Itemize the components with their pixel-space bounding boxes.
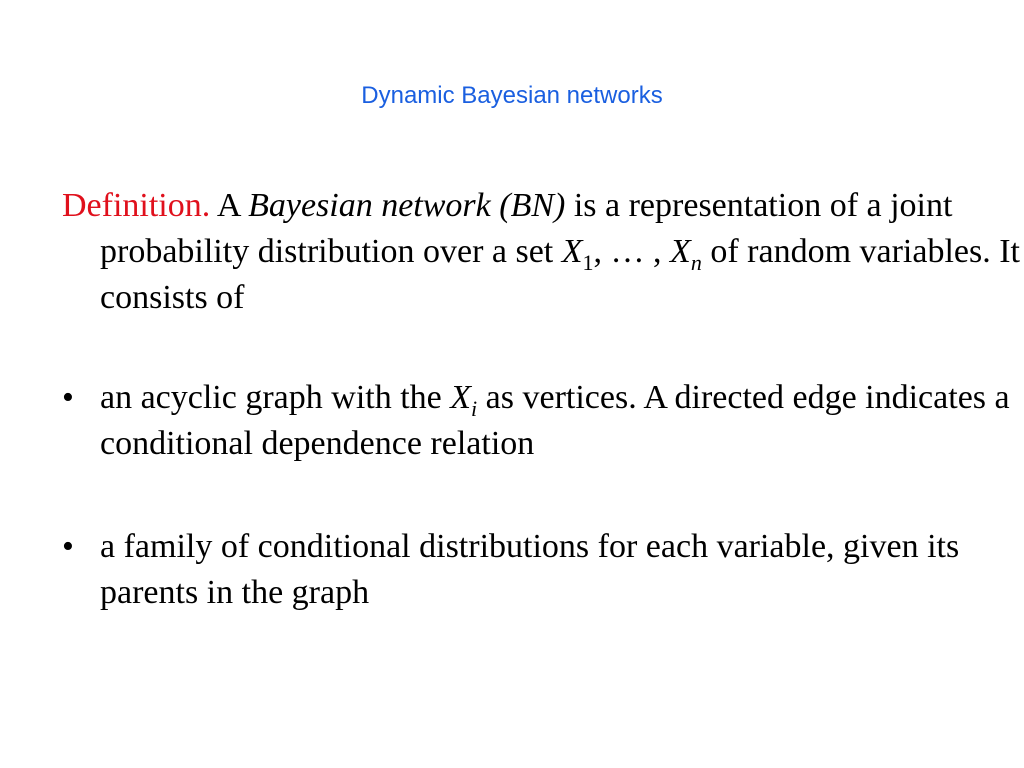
bullet-item-distributions <box>62 524 1020 616</box>
definition-text-b: is a representation of a joint probability distribution over a set <box>100 187 953 270</box>
subscript-i: i <box>471 395 478 421</box>
bullet-1-text-a: an acyclic graph with the <box>100 379 451 416</box>
bullet-2-text: a family of conditional distributions for each variable, given its parents in the graph <box>100 528 960 611</box>
variable-x1: X <box>561 233 583 270</box>
definition-label: Definition. <box>62 187 211 224</box>
bullet-marker: • <box>62 528 74 565</box>
definition-text-a: A <box>210 187 249 224</box>
bullet-1-text-b: as vertices. A directed edge indicates a conditional dependence relation <box>100 379 1010 462</box>
bullet-marker: • <box>62 379 74 416</box>
variable-xi: X <box>450 379 472 416</box>
slide-title: Dynamic Bayesian networks <box>361 82 663 109</box>
subscript-1: 1 <box>582 249 594 275</box>
variable-xn: X <box>670 233 691 270</box>
definition-paragraph <box>62 183 1020 321</box>
definition-text-c: of random variables. It consists of <box>100 233 1020 316</box>
definition-italic-term: Bayesian network (BN) <box>248 187 566 224</box>
definition-ellipsis: , … , <box>593 233 671 270</box>
subscript-n: n <box>690 249 702 275</box>
bullet-item-graph <box>62 375 1020 467</box>
